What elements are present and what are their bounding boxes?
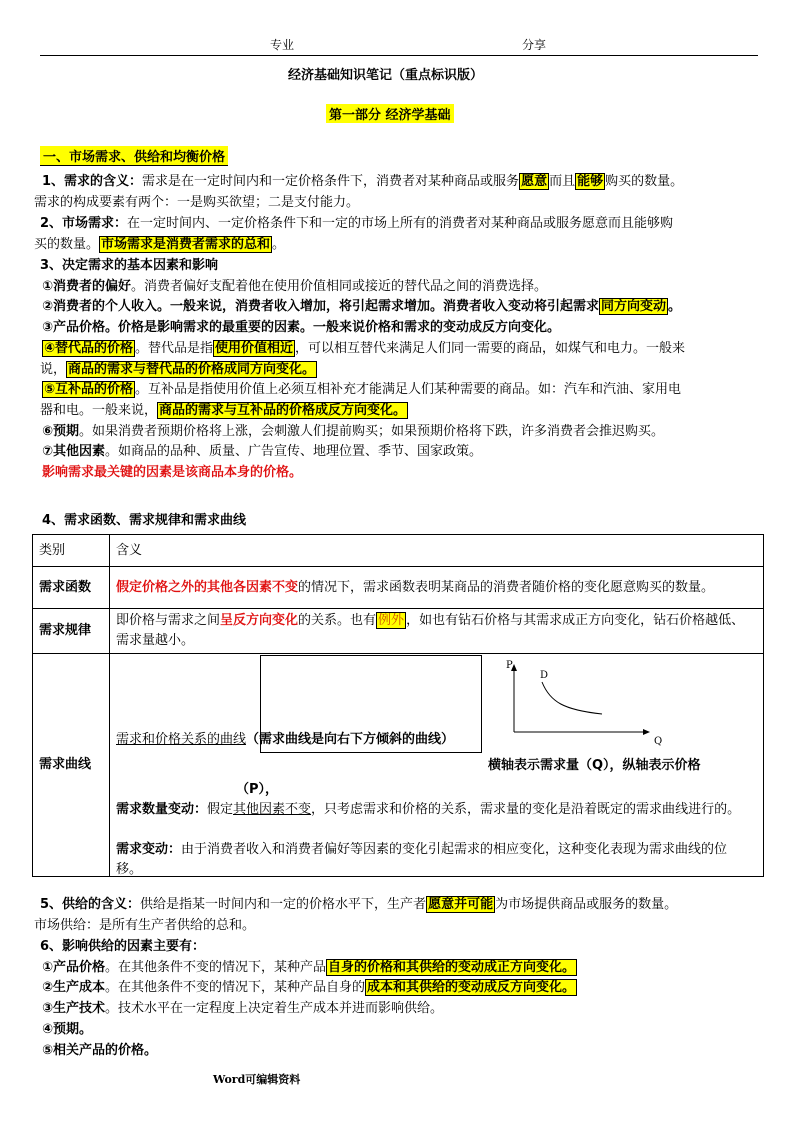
- text: ①消费者的偏好: [42, 279, 132, 294]
- supply-factor-expectation: [42, 1019, 764, 1040]
- text: 在一定时间内、一定价格条件下和一定的市场上所有的消费者对某种商品或服务愿意而且能够购: [127, 216, 674, 231]
- doc-title: 经济基础知识笔记（重点标识版）: [288, 68, 484, 83]
- text: 。消费者偏好支配着他在使用价值相同或接近的替代品之间的消费选择。: [131, 279, 548, 294]
- text: 即价格与需求之间: [116, 613, 221, 628]
- text: 器和电。一般来说，: [40, 403, 158, 418]
- text: 由于消费者收入和消费者偏好等因素的变化引起需求的相应变化，这种变化表现为需求: [181, 842, 676, 857]
- highlight-substitute: ④替代品的价格: [44, 341, 134, 356]
- factor-complement: [42, 379, 764, 421]
- highlight-willing: 愿意: [521, 174, 548, 189]
- text: 需求数量变动：: [116, 802, 208, 817]
- curve-label-d: D: [540, 670, 549, 681]
- row-key: 需求曲线: [33, 654, 110, 877]
- highlight-substitute-rule: 商品的需求与替代品的价格成同方向变化。: [68, 362, 316, 377]
- highlight-supply-cost: 成本和其供给的变动成反方向变化。: [367, 980, 576, 995]
- row-meaning: [110, 654, 764, 877]
- key-note: [42, 462, 764, 483]
- para-market-demand: [34, 213, 762, 255]
- text: 。: [668, 299, 682, 314]
- text: 购买的数量。: [605, 174, 684, 189]
- supply-factor-price: [42, 957, 764, 978]
- row-meaning: [110, 567, 764, 609]
- demand-change: [116, 840, 752, 880]
- table-row: [33, 609, 764, 654]
- text: ⑤相关产品的价格。: [42, 1043, 158, 1058]
- text: 。在其他条件不变的情况下，某种产品自身的: [105, 980, 366, 995]
- header-left: 专业: [270, 38, 295, 52]
- para-number: 1、需求的含义：: [42, 174, 143, 189]
- text: 6、影响供给的因素主要有：: [40, 939, 206, 954]
- text: ，可以相互替代来满足人们同一需要的商品，如煤气和电力。一般来: [295, 341, 686, 356]
- text: 3、决定需求的基本因素和影响: [40, 258, 219, 273]
- axis-note: 横轴表示需求量（Q），纵轴表示价格: [488, 758, 701, 773]
- highlight-supply-price: 自身的价格和其供给的变动成正方向变化。: [328, 960, 576, 975]
- text: 线进行的。: [675, 802, 741, 817]
- table-row: [33, 654, 764, 877]
- text: 。替代品是指: [135, 341, 214, 356]
- qty-change: [116, 800, 752, 820]
- highlight-same-direction: 同方向变动: [601, 299, 667, 314]
- text: 供给是指某一时间内和一定的价格水平下，生产者: [140, 897, 427, 912]
- text: 需求和价格关系的曲线: [116, 732, 247, 747]
- text: ③生产技术: [42, 1001, 106, 1016]
- demand-curve-graph: [502, 658, 662, 746]
- curve-description: [116, 730, 454, 750]
- text: ⑥预期: [42, 424, 80, 439]
- text: ④预期。: [42, 1022, 93, 1037]
- text: 影响需求最关键的因素是该商品本身的价格。: [42, 465, 303, 480]
- text: 市场供给：是所有生产者供给的总和。: [34, 918, 256, 933]
- factor-income: [42, 296, 764, 317]
- text: 的情况下，需求函数表明某商品的消费者随价格的变化愿意购买的数量。: [298, 579, 715, 595]
- highlight-exception: 例外: [378, 613, 405, 628]
- supply-factor-related: [42, 1040, 764, 1061]
- para-supply-factors: [40, 936, 762, 957]
- text: 的关系。也有: [298, 613, 377, 628]
- x-axis-arrow: [643, 729, 650, 735]
- factor-other: [42, 441, 764, 462]
- axis-label-p: P: [506, 660, 513, 671]
- text: 曲线的位移。: [116, 842, 728, 877]
- axis-note-2: （P），: [236, 782, 279, 797]
- text: 买的数量。: [34, 237, 100, 252]
- text: ，只考虑需求和价格的关系，需求量的变化是沿着既定的需求曲: [311, 802, 676, 817]
- text: 假定价格之外的其他各因素不变: [116, 579, 299, 595]
- para-supply-definition: [34, 894, 762, 936]
- text: ，如也有钻石价格与其需求成正方向变化，钻石价格越低、需求量越小。: [116, 613, 745, 648]
- text: ⑦其他因素: [42, 444, 106, 459]
- text: 说，: [40, 362, 67, 377]
- axis-label-q: Q: [654, 736, 662, 746]
- text: 。技术水平在一定程度上决定着生产成本并进而影响供给。: [105, 1001, 444, 1016]
- highlight-able: 能够: [577, 174, 604, 189]
- text: ②消费者的个人收入。一般来说，消费者收入增加，将引起需求增加。消费者收入变动将引起需求: [42, 299, 600, 314]
- text: 其他因素不变: [233, 802, 312, 817]
- text: ②生产成本: [42, 980, 106, 995]
- text: 需求的构成要素有两个：一是购买欲望；二是支付能力。: [34, 195, 360, 210]
- supply-factor-tech: [42, 998, 764, 1019]
- table-row: [33, 567, 764, 609]
- text: 呈反方向变化: [220, 613, 299, 628]
- text: 。如商品的品种、质量、广告宣传、地理位置、季节、国家政策。: [105, 444, 483, 459]
- text: ①产品价格: [42, 960, 106, 975]
- para-number: 2、市场需求：: [40, 216, 128, 231]
- highlight-complement-rule: 商品的需求与互补品的价格成反方向变化。: [159, 403, 407, 418]
- text: 。: [272, 237, 286, 252]
- row-key: 需求规律: [33, 609, 110, 654]
- footer-note: Word可编辑资料: [213, 1073, 301, 1086]
- factor-expectation: [42, 421, 764, 442]
- factor-substitute: [42, 338, 764, 380]
- factor-preference: [42, 276, 764, 297]
- text: （需求曲线是向右下方倾斜的曲线）: [246, 732, 455, 747]
- header-right: 分享: [522, 38, 547, 52]
- supply-factor-cost: [42, 977, 764, 998]
- para-demand-definition: [34, 171, 762, 213]
- highlight-similar-use: 使用价值相近: [215, 341, 294, 356]
- table-header-meaning: 含义: [110, 535, 764, 567]
- highlight-willing-and-able: 愿意并可能: [428, 897, 494, 912]
- text: 需求是在一定时间内和一定价格条件下，消费者对某种商品或服务: [142, 174, 520, 189]
- text: 为市场提供商品或服务的数量。: [495, 897, 678, 912]
- row-key: 需求函数: [33, 567, 110, 609]
- text: 而且: [549, 174, 576, 189]
- section-title-4: [42, 510, 764, 531]
- section-title-1: 一、市场需求、供给和均衡价格: [40, 146, 228, 166]
- para-number: 5、供给的含义：: [40, 897, 141, 912]
- text: 。在其他条件不变的情况下，某种产品: [105, 960, 327, 975]
- header-rule: [40, 55, 758, 56]
- table-header-category: 类别: [33, 535, 110, 567]
- part-title: 第一部分 经济学基础: [326, 104, 454, 123]
- factor-price: [42, 317, 764, 338]
- text: 需求变动：: [116, 842, 182, 857]
- row-meaning: [110, 609, 764, 654]
- text: 假定: [207, 802, 234, 817]
- text: ③产品价格。价格是影响需求的最重要的因素。一般来说价格和需求的变动成反方向变化。: [42, 320, 561, 335]
- para-determinants: [40, 255, 762, 276]
- demand-table: [32, 534, 764, 877]
- table-header-row: [33, 535, 764, 567]
- demand-curve: [542, 682, 602, 714]
- text: 。互补品是指使用价值上必须互相补充才能满足人们某种需要的商品。如：汽车和汽油、家用电: [135, 382, 682, 397]
- text: 。如果消费者预期价格将上涨，会刺激人们提前购买；如果预期价格将下跌，许多消费者会推迟购买。: [79, 424, 665, 439]
- highlight-complement: ⑤互补品的价格: [44, 382, 134, 397]
- text: 4、需求函数、需求规律和需求曲线: [42, 513, 247, 528]
- highlight-market-demand: 市场需求是消费者需求的总和: [101, 237, 271, 252]
